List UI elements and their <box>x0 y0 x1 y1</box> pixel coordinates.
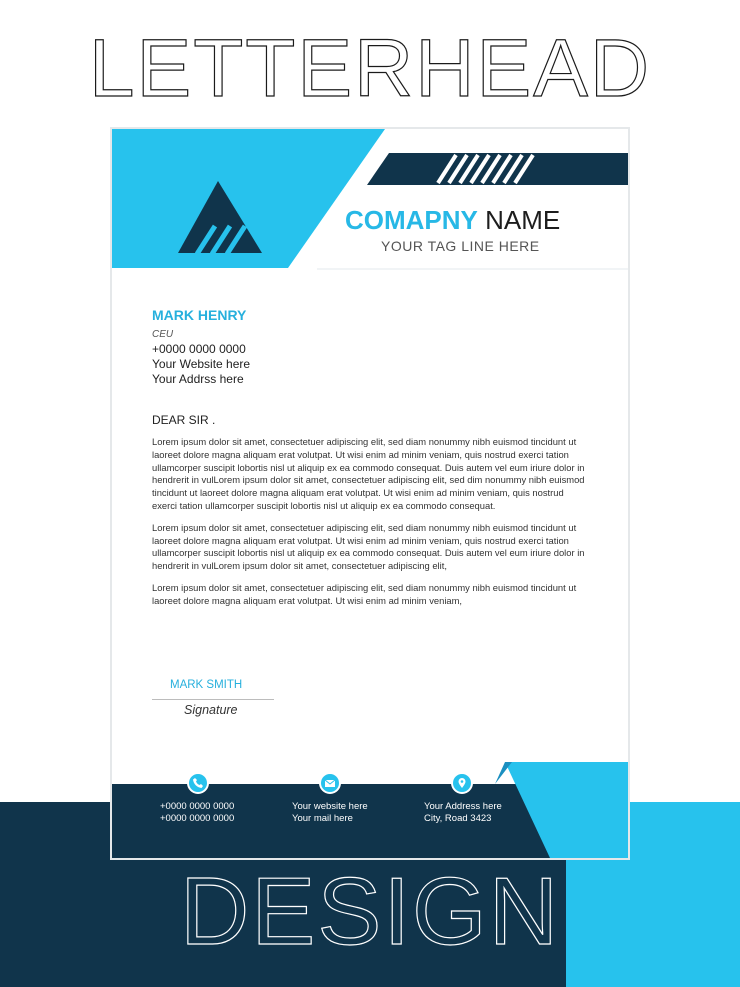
location-pin-icon <box>451 772 473 794</box>
sender-name: MARK HENRY <box>152 307 247 323</box>
company-name-part2: NAME <box>485 205 561 235</box>
signature-name: MARK SMITH <box>170 679 243 691</box>
sender-address: Your Addrss here <box>152 372 244 386</box>
body-paragraph: Lorem ipsum dolor sit amet, consectetuer adipiscing elit, sed diam nonummy nibh euismod tincidunt ut laoreet dolore magna aliquam erat volutpat. Ut wisi enim ad minim veniam, quis nostrud exerci tation ullamcorper suscipit lobortis nisl ut aliquip ex ea commodo consequat. Duis autem vel eum iriure dolor in hendrerit in vulLorem ipsum dolor sit amet, consectetuer adipiscing elit, sed dim nonummy nibh euismod tincidunt ut laoreet dolore magna aliquam erat volutpat. Ut wisi enim ad minim veniam, quis nostrud exerci tation ullamcorper suscipit lobortis nisl ut aliquip ex ea commodo consequat. <box>152 436 585 511</box>
sender-role: CEU <box>152 329 174 340</box>
bottom-title: DESIGN <box>179 858 561 965</box>
footer-mail: Your mail here <box>292 813 353 824</box>
letter-body <box>152 436 588 617</box>
top-title: LETTERHEAD <box>88 23 652 114</box>
footer-address-2: City, Road 3423 <box>424 813 492 824</box>
footer-phone <box>160 801 234 825</box>
body-paragraph: Lorem ipsum dolor sit amet, consectetuer adipiscing elit, sed diam nonummy nibh euismod tincidunt ut laoreet dolore magna aliquam erat volutpat. Ut wisi enim ad minim veniam, <box>152 581 577 606</box>
phone-icon <box>187 772 209 794</box>
footer-contact <box>292 801 368 825</box>
sender-phone: +0000 0000 0000 <box>152 342 246 356</box>
footer-website: Your website here <box>292 801 368 812</box>
mail-icon <box>319 772 341 794</box>
sender-website: Your Website here <box>152 357 251 371</box>
company-tagline: YOUR TAG LINE HERE <box>381 238 540 254</box>
sender-block <box>152 308 250 387</box>
greeting: DEAR SIR . <box>152 413 216 427</box>
company-name-part1: COMAPNY <box>345 205 478 235</box>
footer-address-1: Your Address here <box>424 801 502 812</box>
footer-phone-1: +0000 0000 0000 <box>160 801 235 812</box>
letterhead-page <box>112 129 628 858</box>
company-name <box>345 205 560 235</box>
footer-address <box>424 801 502 825</box>
signature-line <box>152 699 274 700</box>
footer-phone-2: +0000 0000 0000 <box>160 813 235 824</box>
body-paragraph: Lorem ipsum dolor sit amet, consectetuer adipiscing elit, sed diam nonummy nibh euismod tincidunt ut laoreet dolore magna aliquam erat volutpat. Ut wisi enim ad minim veniam, quis nostrud exerci tation ullamcorper suscipit lobortis nisl ut aliquip ex ea commodo consequat. Duis autem vel eum iriure dolor in hendrerit in vulLorem ipsum dolor sit amet, consectetuer adipiscing elit, <box>152 521 585 572</box>
header-graphics <box>112 129 628 274</box>
signature-label: Signature <box>184 703 238 717</box>
